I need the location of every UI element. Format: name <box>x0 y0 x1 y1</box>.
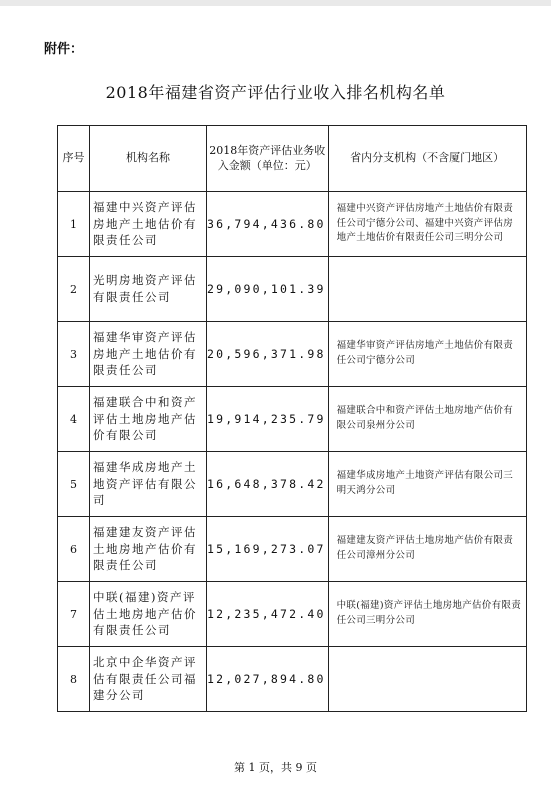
page-top-edge <box>0 0 551 6</box>
header-index: 序号 <box>58 126 90 192</box>
table-row <box>58 582 527 647</box>
table-row <box>58 322 527 387</box>
table-row <box>58 192 527 257</box>
row-amount: 20,596,371.98 <box>207 322 329 387</box>
document-title: 2018年福建省资产评估行业收入排名机构名单 <box>105 83 446 102</box>
table-row <box>58 647 527 712</box>
row-index: 8 <box>58 647 90 712</box>
table-row <box>58 257 527 322</box>
attachment-label: 附件： <box>44 42 84 57</box>
row-amount: 15,169,273.07 <box>207 517 329 582</box>
row-amount: 12,235,472.40 <box>207 582 329 647</box>
table-row <box>58 387 527 452</box>
row-branches: 福建联合中和资产评估土地房地产估价有限公司泉州分公司 <box>328 387 526 452</box>
row-index: 1 <box>58 192 90 257</box>
row-amount: 19,914,235.79 <box>207 387 329 452</box>
row-index: 5 <box>58 452 90 517</box>
row-index: 2 <box>58 257 90 322</box>
row-name: 光明房地资产评估有限责任公司 <box>90 257 207 322</box>
header-branches: 省内分支机构（不含厦门地区） <box>328 126 526 192</box>
row-name: 福建联合中和资产评估土地房地产估价有限公司 <box>90 387 207 452</box>
row-branches: 中联(福建)资产评估土地房地产估价有限责任公司三明分公司 <box>328 582 526 647</box>
table-row <box>58 452 527 517</box>
row-amount: 16,648,378.42 <box>207 452 329 517</box>
row-index: 3 <box>58 322 90 387</box>
row-name: 福建建友资产评估土地房地产估价有限责任公司 <box>90 517 207 582</box>
row-branches: 福建华审资产评估房地产土地估价有限责任公司宁德分公司 <box>328 322 526 387</box>
row-branches <box>328 647 526 712</box>
table-row <box>58 517 527 582</box>
page-footer: 第 1 页，共 9 页 <box>234 761 317 774</box>
row-name: 福建华审资产评估房地产土地估价有限责任公司 <box>90 322 207 387</box>
row-index: 4 <box>58 387 90 452</box>
row-name: 福建华成房地产土地资产评估有限公司 <box>90 452 207 517</box>
row-index: 7 <box>58 582 90 647</box>
row-amount: 36,794,436.80 <box>207 192 329 257</box>
row-name: 中联(福建)资产评估土地房地产估价有限责任公司 <box>90 582 207 647</box>
row-branches: 福建建友资产评估土地房地产估价有限责任公司漳州分公司 <box>328 517 526 582</box>
row-amount: 29,090,101.39 <box>207 257 329 322</box>
row-branches <box>328 257 526 322</box>
row-name: 福建中兴资产评估房地产土地估价有限责任公司 <box>90 192 207 257</box>
row-branches: 福建中兴资产评估房地产土地估价有限责任公司宁德分公司、福建中兴资产评估房地产土地估价有限责任公司三明分公司 <box>328 192 526 257</box>
header-amount: 2018年资产评估业务收入金额（单位：元） <box>207 126 329 192</box>
header-name: 机构名称 <box>90 126 207 192</box>
row-name: 北京中企华资产评估有限责任公司福建分公司 <box>90 647 207 712</box>
row-amount: 12,027,894.80 <box>207 647 329 712</box>
row-index: 6 <box>58 517 90 582</box>
ranking-table <box>57 125 527 712</box>
table-header-row <box>58 126 527 192</box>
row-branches: 福建华成房地产土地资产评估有限公司三明天鸿分公司 <box>328 452 526 517</box>
